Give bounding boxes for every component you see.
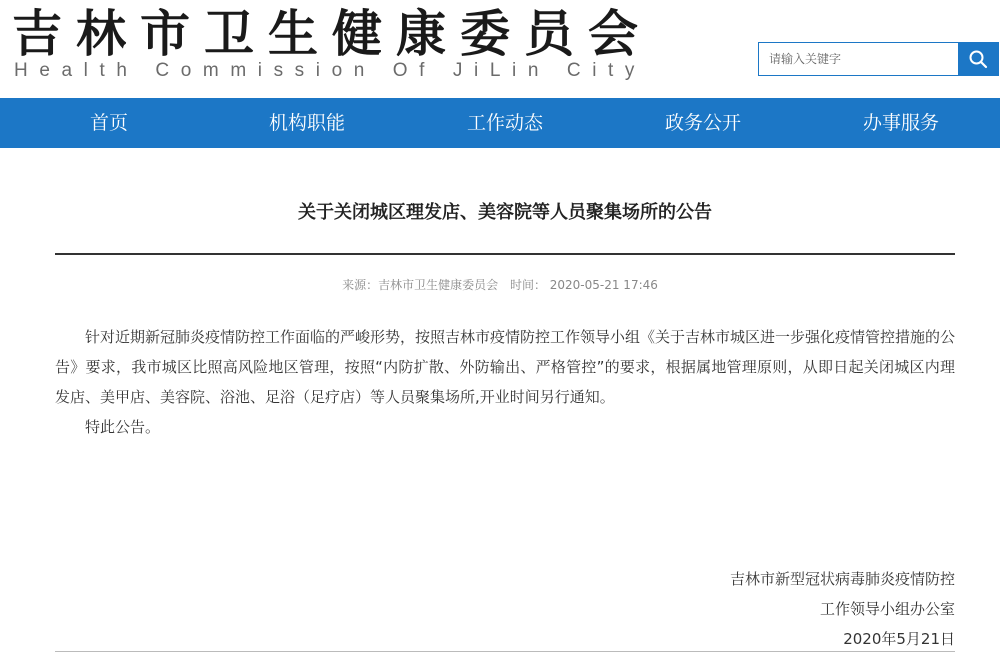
- nav-item-functions[interactable]: 机构职能: [268, 112, 345, 134]
- signature-line: 吉林市新型冠状病毒肺炎疫情防控: [729, 570, 955, 588]
- article-paragraph: 特此公告。: [85, 418, 161, 436]
- search-input[interactable]: [759, 43, 959, 75]
- main-nav: [0, 98, 1000, 148]
- nav-item-home[interactable]: 首页: [89, 112, 128, 134]
- article-paragraph: 针对近期新冠肺炎疫情防控工作面临的严峻形势，按照吉林市疫情防控工作领导小组《关于吉林市城区进一步强化疫情管控措施的公告》要求，我市城区比照高风险地区管理，按照“内防扩散、外防输出、严格管控”的要求，根据属地管理原则，从即日起关闭城区内理发店、美甲店、美容院、浴池、足浴（足疗店）等人员聚集场所,开业时间另行通知。: [55, 328, 956, 406]
- article-source: 来源：吉林市卫生健康委员会: [342, 278, 499, 292]
- article-body: [55, 322, 955, 442]
- search-box: [758, 42, 999, 76]
- search-icon: [968, 49, 988, 69]
- search-button[interactable]: [958, 43, 998, 75]
- signature-line: 工作领导小组办公室: [819, 600, 955, 618]
- article-signature: [730, 564, 955, 654]
- site-logo-subtitle: Health Commission Of JiLin City: [14, 60, 647, 81]
- signature-date: 2020年5月21日: [843, 630, 955, 648]
- article-title: 关于关闭城区理发店、美容院等人员聚集场所的公告: [298, 202, 712, 223]
- site-header: [0, 0, 1000, 98]
- article-meta: [0, 276, 1000, 293]
- nav-item-news[interactable]: 工作动态: [466, 112, 543, 134]
- nav-item-public-affairs[interactable]: 政务公开: [664, 112, 741, 134]
- site-logo-title[interactable]: 吉林市卫生健康委员会: [12, 4, 652, 63]
- nav-item-services[interactable]: 办事服务: [862, 112, 939, 134]
- title-divider: [55, 253, 955, 255]
- footer-divider: [55, 651, 955, 652]
- article-time: 时间： 2020-05-21 17:46: [509, 278, 658, 292]
